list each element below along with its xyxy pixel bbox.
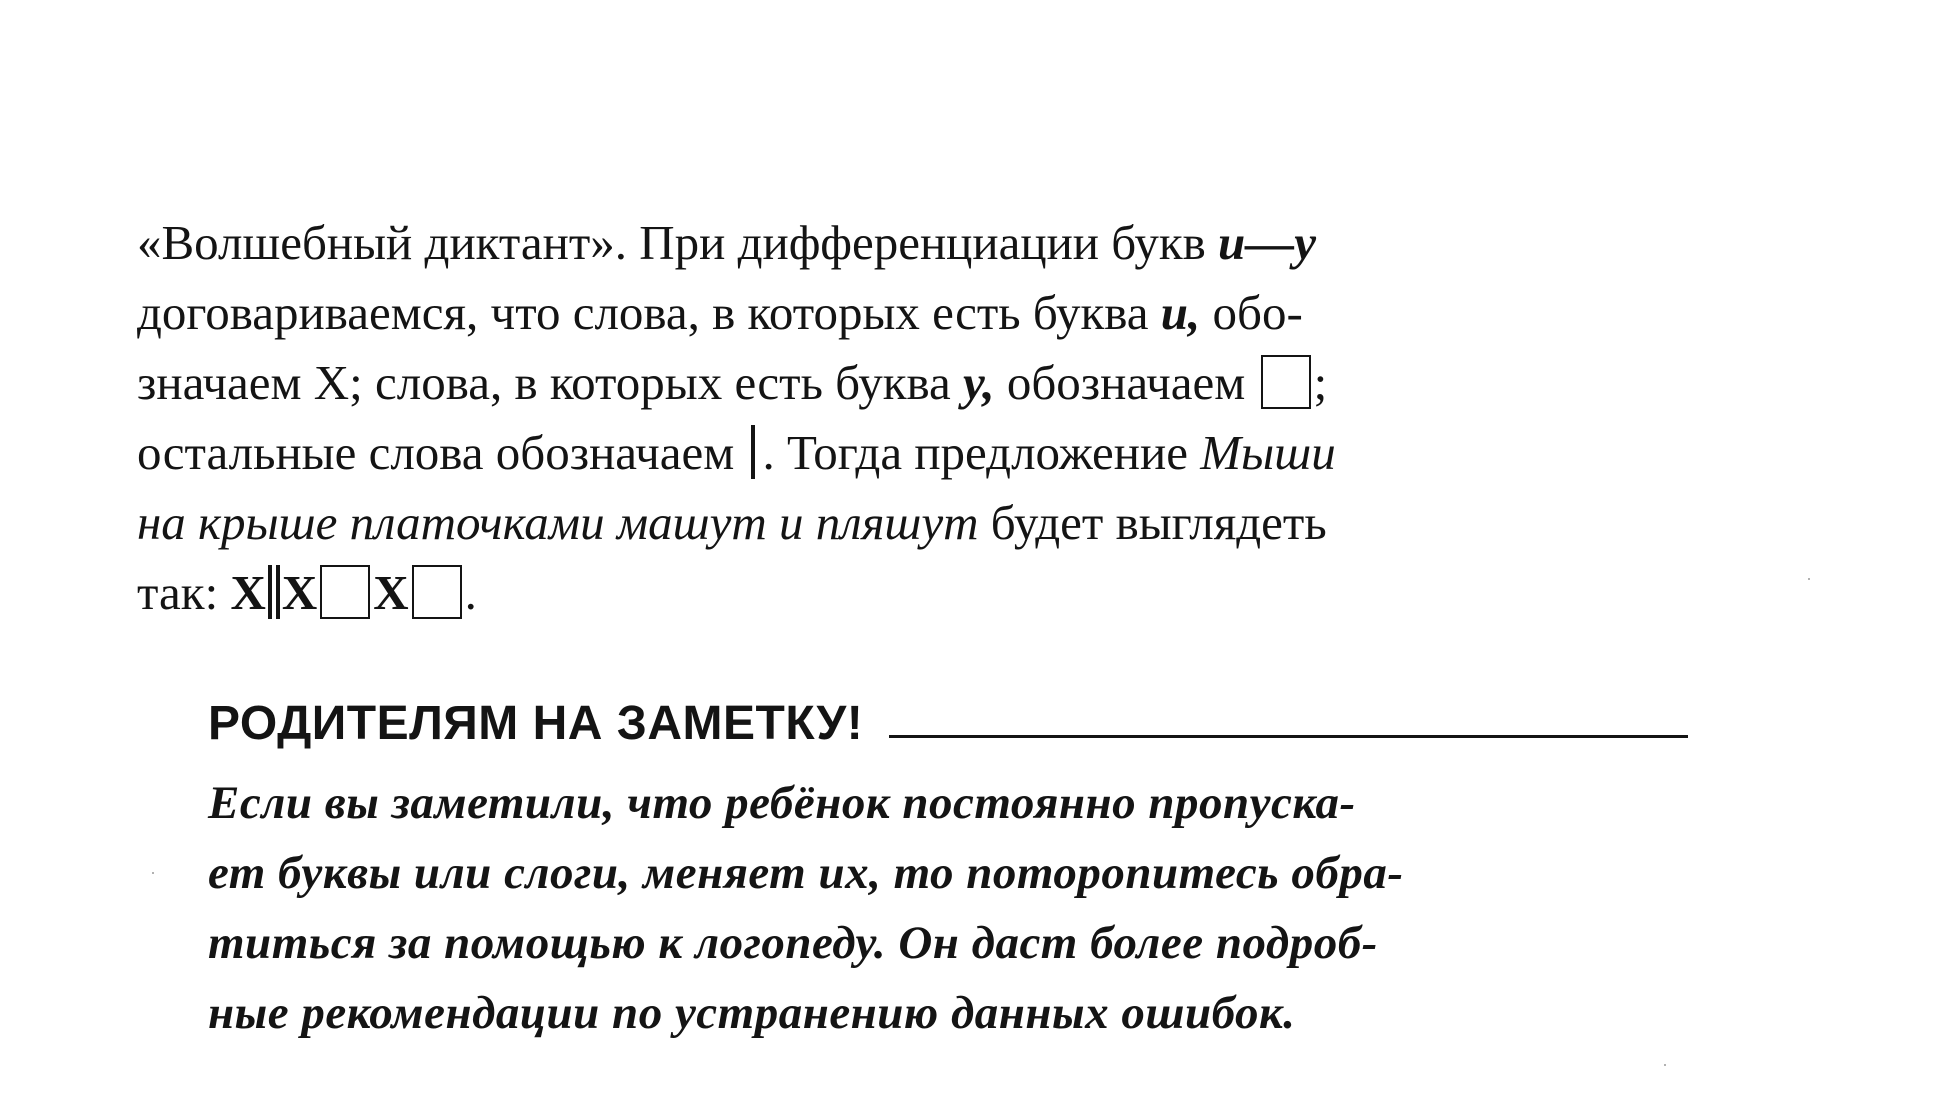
text-fragment: обо- (1200, 285, 1303, 340)
text-fragment: обозначаем (994, 355, 1258, 410)
letter-i: и, (1160, 285, 1201, 340)
text-fragment: «Волшебный диктант». При дифференциации букв (137, 215, 1219, 270)
square-symbol-icon (320, 565, 370, 619)
paragraph-line-6 (137, 558, 477, 628)
paragraph-line-1 (137, 208, 1316, 278)
letter-u: у, (963, 355, 995, 410)
parents-note-heading (208, 688, 1688, 758)
symbol-x: Х (373, 565, 409, 620)
note-line-4: ные рекомендации по устранению данных ошибок. (208, 987, 1296, 1039)
paragraph-line-2 (137, 278, 1303, 348)
vertical-bar-icon (268, 565, 272, 619)
heading-rule (889, 735, 1688, 738)
text-fragment: . Тогда предложение (762, 425, 1201, 480)
letters-i-u: и—у (1218, 215, 1317, 270)
square-symbol-icon (412, 565, 462, 619)
vertical-bar-icon (276, 565, 280, 619)
heading-text: РОДИТЕЛЯМ НА ЗАМЕТКУ! (208, 696, 864, 750)
symbol-x: Х (230, 565, 266, 620)
text-fragment: ; (1313, 355, 1328, 410)
vertical-bar-icon (751, 425, 755, 479)
note-line-1: Если вы заметили, что ребёнок постоянно пропуска- (208, 777, 1356, 829)
example-sentence-start: Мыши (1200, 425, 1336, 480)
paragraph-line-3 (137, 348, 1327, 418)
text-fragment: остальные слова обозначаем (137, 425, 747, 480)
text-fragment: так: (137, 565, 231, 620)
example-sentence: на крыше платочками машут и пляшут (137, 495, 979, 550)
note-line-2: ет буквы или слоги, меняет их, то поторопитесь обра- (208, 847, 1404, 899)
scan-speck (152, 872, 154, 874)
paragraph-line-5 (137, 488, 1327, 558)
symbol-x: Х (281, 565, 318, 620)
text-fragment: будет выглядеть (978, 495, 1327, 550)
square-symbol-icon (1261, 355, 1311, 409)
paragraph-line-4 (137, 418, 1336, 488)
scan-speck (1664, 1064, 1666, 1066)
text-fragment: . (464, 565, 477, 620)
scan-speck (1808, 578, 1810, 580)
text-fragment: значаем Х; слова, в которых есть буква (137, 355, 964, 410)
text-fragment: договариваемся, что слова, в которых есть буква (137, 285, 1161, 340)
note-line-3: титься за помощью к логопеду. Он даст более подроб- (208, 917, 1378, 969)
